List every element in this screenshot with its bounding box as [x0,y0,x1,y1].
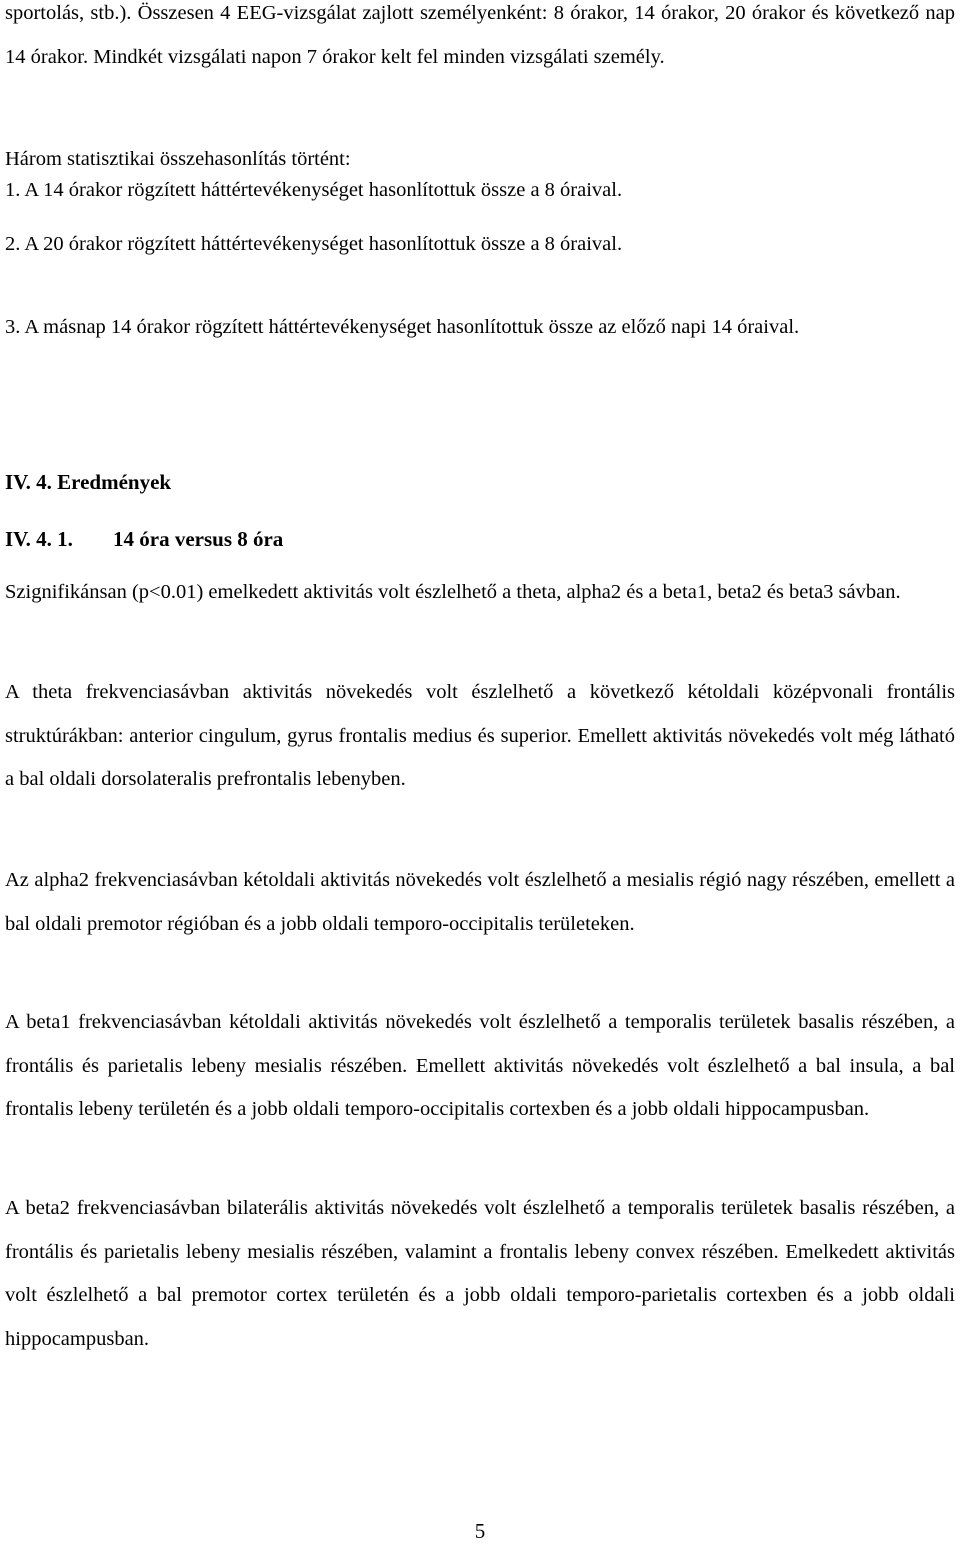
alpha2-paragraph: Az alpha2 frekvenciasávban kétoldali aktivitás növekedés volt észlelhető a mesialis régió nagy részében, emellett a bal oldali premotor régióban és a jobb oldali temporo-occipitalis területeken. [5,869,955,935]
subsection-heading [5,525,283,553]
subsection-title: 14 óra versus 8 óra [113,527,284,551]
comparison-item-2: 2. A 20 órakor rögzített háttértevékenységet hasonlítottuk össze a 8 óraival. [5,233,623,255]
beta1-paragraph: A beta1 frekvenciasávban kétoldali aktivitás növekedés volt észlelhető a temporalis területek basalis részében, a frontális és parietalis lebeny mesialis részében. Emellett aktivitás növekedés volt észlelhető a bal insula, a bal frontalis lebeny területén és a jobb oldali temporo-occipitalis cortexben és a jobb oldali hippocampusban. [5,1011,955,1121]
comparison-item-3: 3. A másnap 14 órakor rögzített háttértevékenységet hasonlítottuk össze az előző napi 14 óraival. [5,316,800,338]
page-number: 5 [474,1519,486,1543]
results-paragraph: Szignifikánsan (p<0.01) emelkedett aktivitás volt észlelhető a theta, alpha2 és a beta1, beta2 és beta3 sávban. [5,581,901,603]
comparison-item-1: 1. A 14 órakor rögzített háttértevékenységet hasonlítottuk össze a 8 óraival. [5,179,623,201]
intro-paragraph: sportolás, stb.). Összesen 4 EEG-vizsgálat zajlott személyenként: 8 órakor, 14 órakor, 20 órakor és következő nap 14 órakor. Mindkét vizsgálati napon 7 órakor kelt fel minden vizsgálati személy. [5,2,955,68]
comparisons-intro: Három statisztikai összehasonlítás történt: [5,148,351,170]
subsection-number: IV. 4. 1. [5,527,73,551]
theta-paragraph: A theta frekvenciasávban aktivitás növekedés volt észlelhető a következő kétoldali középvonali frontális struktúrákban: anterior cingulum, gyrus frontalis medius és superior. Emellett aktivitás növekedés volt még látható a bal oldali dorsolateralis prefrontalis lebenyben. [5,681,955,791]
section-title: IV. 4. Eredmények [5,470,172,494]
beta2-paragraph: A beta2 frekvenciasávban bilaterális aktivitás növekedés volt észlelhető a temporalis területek basalis részében, a frontális és parietalis lebeny mesialis részében, valamint a frontalis lebeny convex részében. Emelkedett aktivitás volt észlelhető a bal premotor cortex területén és a jobb oldali temporo-parietalis cortexben és a jobb oldali hippocampusban. [5,1197,955,1351]
